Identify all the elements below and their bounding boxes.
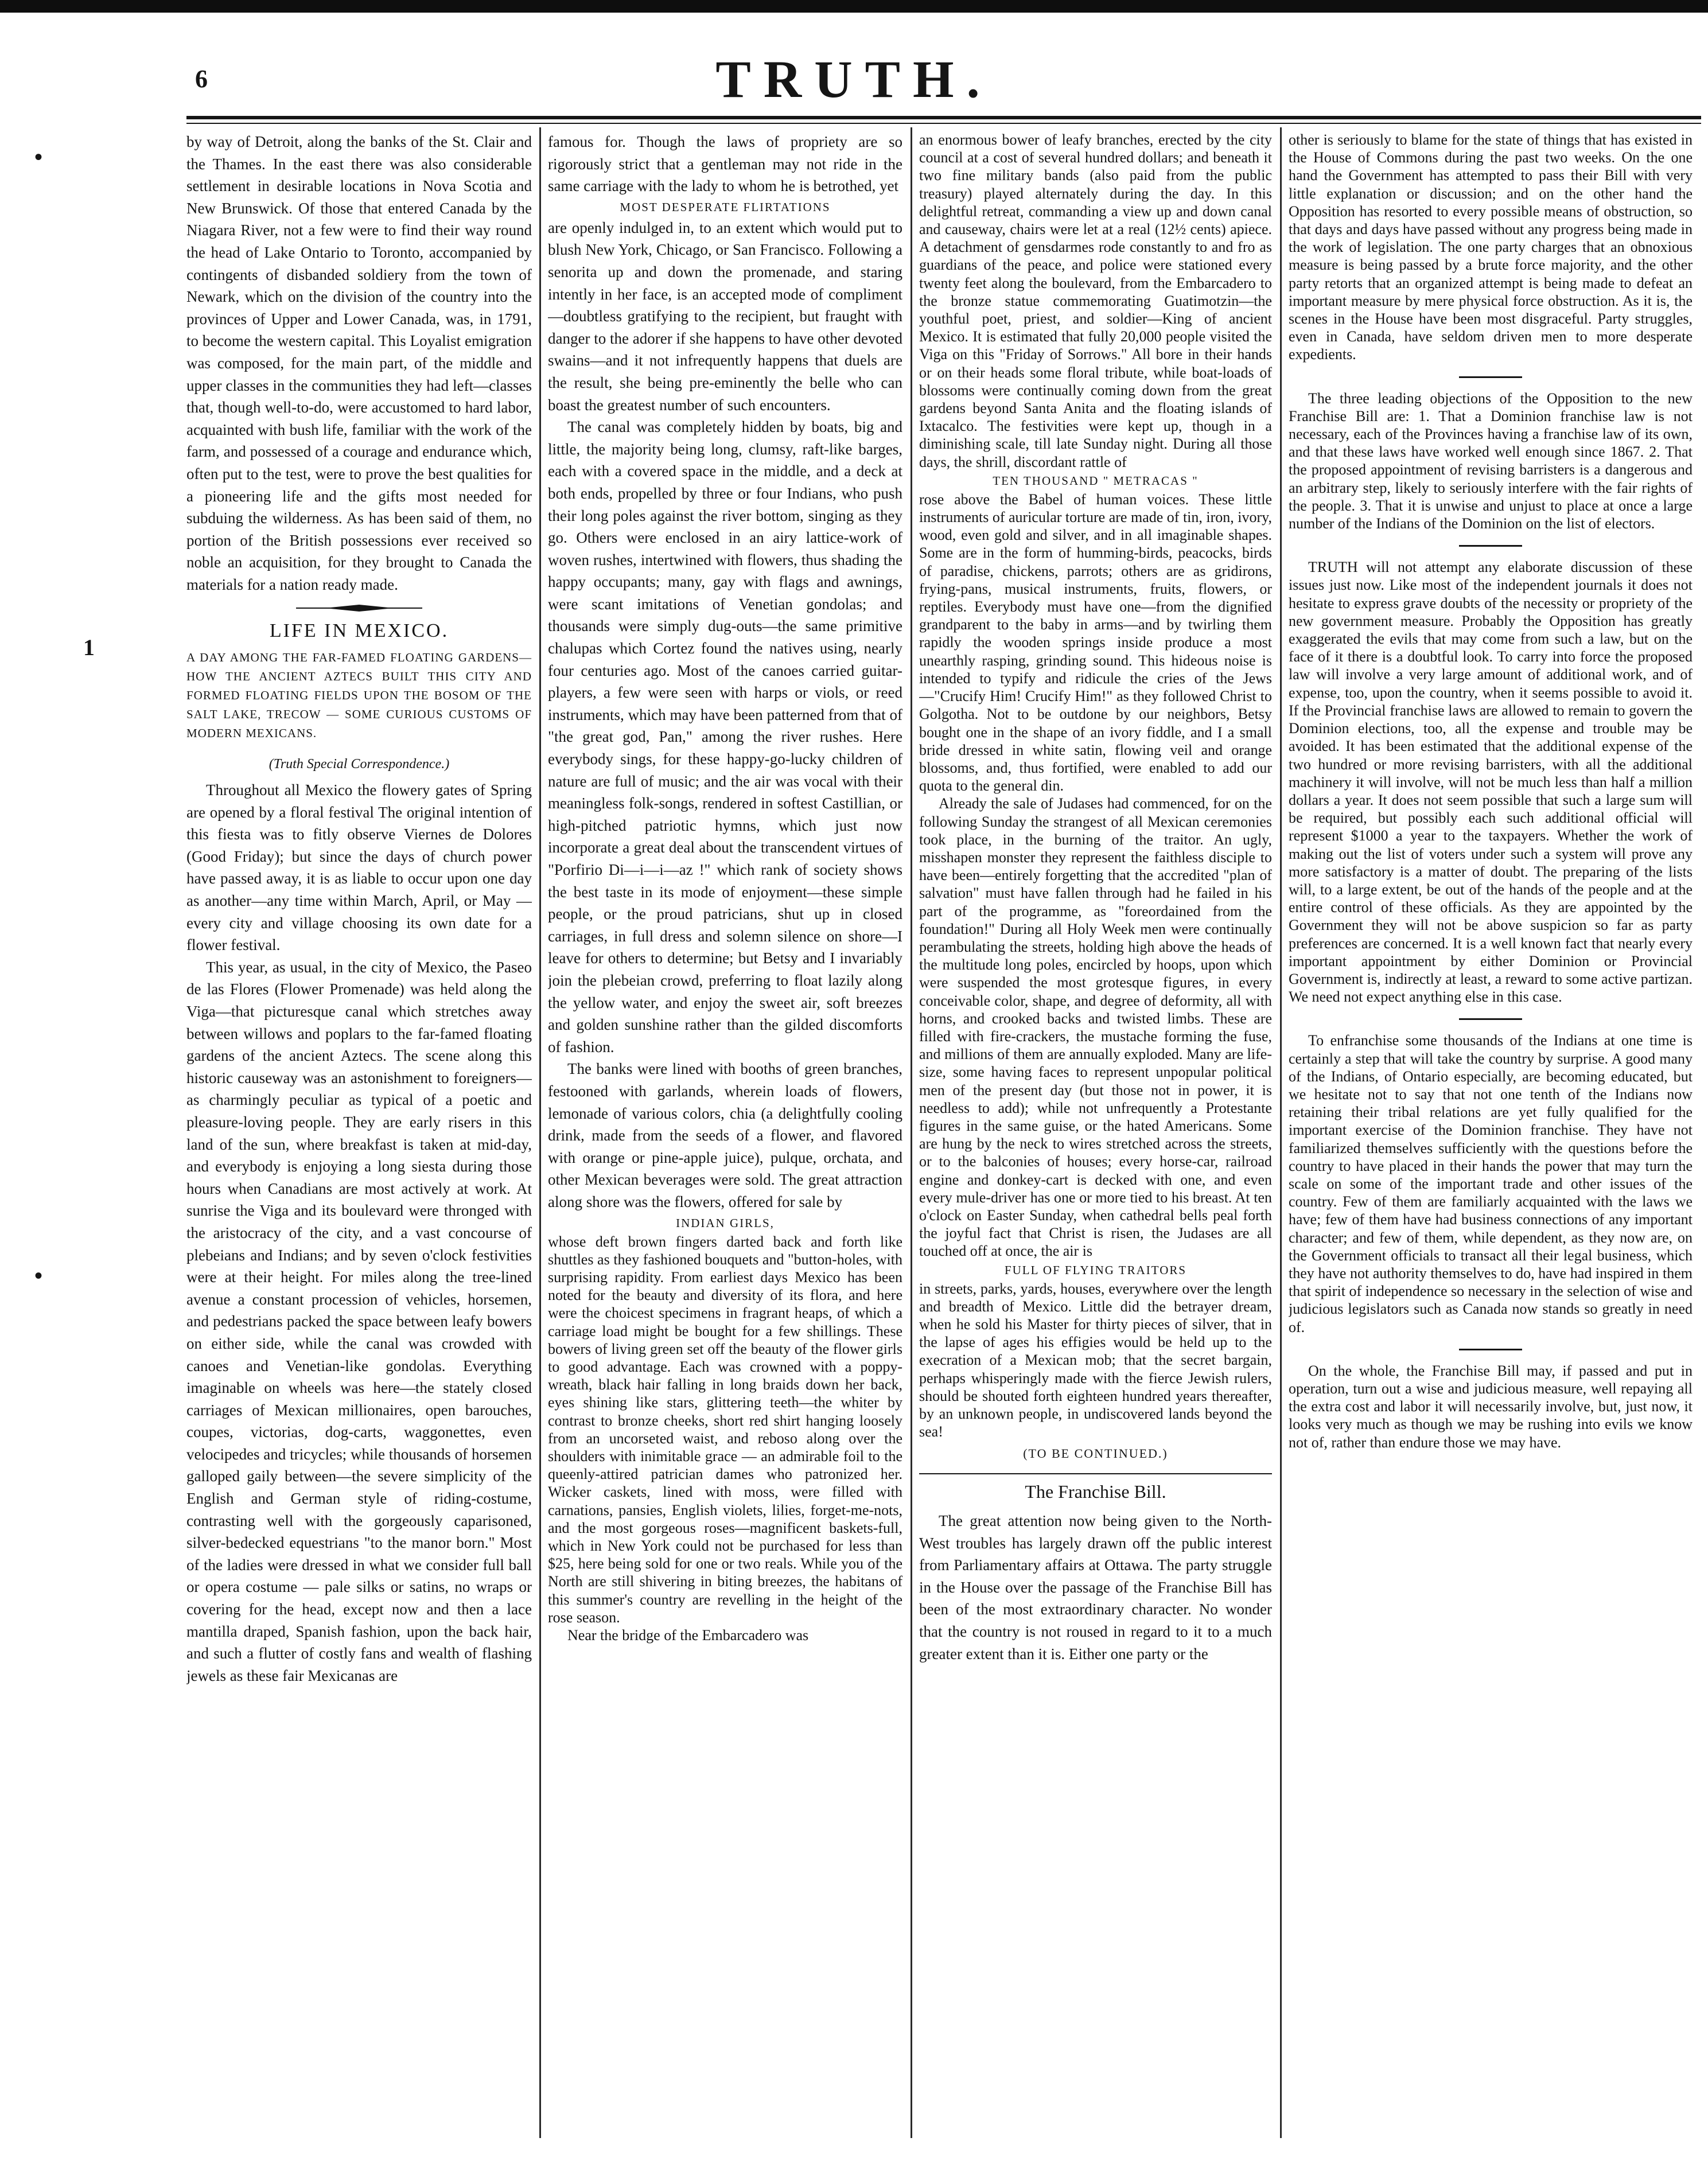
page-number: 6	[195, 65, 208, 93]
margin-mark: 1	[83, 634, 95, 660]
article-paragraph: other is seriously to blame for the state of things that has existed in the House of Commons during the past two weeks. On the one hand the Government has attempted to pass their Bill with very little explanation or discussion; and on the other hand the Opposition has resorted to every possible means of obstruction, so that days and days have passed without any progress being made in the work of legislation. The one party charges that an obnoxious measure is being passed by a brute force majority, and the other party retorts that an organized attempt is being made to defeat an important measure by mere physical force obstruction. As it is, the scenes in the House have been most disgraceful. Party struggles, even in Canada, have seldom driven men to more desperate expedients.	[1289, 131, 1693, 363]
article-paragraph: The banks were lined with booths of green branches, festooned with garlands, wherein loads of flowers, lemonade of various colors, chia (a delightfully cooling drink, made from the seeds of a flower, and flavored with orange or pine-apple juice), pulque, orchata, and other Mexican beverages were sold. The great attraction along shore was the flowers, offered for sale by	[548, 1060, 902, 1210]
article-paragraph: TRUTH will not attempt any elaborate discussion of these issues just now. Like most of the independent journals it does not hesitate to express grave doubts of the necessity or propriety of the new government measure. Probably the Opposition has greatly exaggerated the evils that may come from such a law, but on the face of it there is a doubtful look. To carry into force the proposed law will involve a very large amount of additional work, and of expense, too, upon the country, when it seems possible to avoid it. If the Provincial franchise laws are allowed to remain to govern the Dominion elections, too, all the expense and trouble may be avoided. It has been estimated that the additional expense of the two hundred or more revising barristers, with all the additional machinery it will involve, will not be much less than half a million dollars a year. It does not seem possible that such a large sum will be required, but possibly each such additional official will represent $1000 a year to the taxpayers. Whether the work of making out the list of voters under such a system will prove any more satisfactory is a matter of doubt. The preparing of the lists will, to a large extent, be out of the hands of the people and at the entire control of these officials. As they are appointed by the Government they will not be above suspicion so far as party preferences are concerned. It is a well known fact that nearly every important appointment by either Dominion or Provincial Government is, indirectly at least, a reward to some active partizan. We need not expect anything else in this case.	[1289, 559, 1693, 1006]
article-dateline: (Truth Special Correspondence.)	[269, 757, 450, 772]
article-paragraph: Throughout all Mexico the flowery gates of Spring are opened by a floral festival The original intention of this fiesta was to fitly observe Viernes de Dolores (Good Friday); but since the days of church power have passed away, it is as liable to occur upon one day as another—any time within March, April, or May — every city and village choosing its own date for a flower festival.	[186, 781, 532, 954]
article-subhead: FULL OF FLYING TRAITORS	[1004, 1263, 1187, 1277]
article-paragraph: Already the sale of Judases had commenced, for on the following Sunday the strangest of all Mexican ceremonies took place, in the burning of the traitor. An ugly, misshapen monster they represent the faithless disciple to have been—entirely forgetting that the accredited "plan of salvation" must have fallen through had he failed in his part of the programme, as "foreordained from the foundation!" During all Holy Week men were continually perambulating the streets, holding high above the heads of the multitude long poles, encircled by hoops, upon which were suspended the most grotesque figures, in every conceivable color, shape, and degree of deformity, all with horns, and crooked backs and twisted limbs. These are filled with fire-crackers, the mustache forming the fuse, and millions of them are annually exploded. Many are life-size, some having faces to represent unpopular political men of the present day (but those not in power, it is needless to add); while not unfrequently a Protestante figures in the same guise, or the hated Americans. Some are hung by the neck to wires stretched across the streets, or to the balconies of houses; every horse-car, railroad engine and donkey-cart is decked with one, and even every mule-driver has one or more tied to his breast. At ten o'clock on Easter Sunday, when cathedral bells peal forth the joyful fact that Christ is risen, the Judases are all touched off at once, the air is	[919, 795, 1272, 1260]
section-rule	[919, 1473, 1272, 1474]
article-paragraph: The great attention now being given to the North-West troubles has largely drawn off the public interest from Parliamentary affairs at Ottawa. The party struggle in the House over the passage of the Franchise Bill has been of the most extraordinary character. No wonder that the country is not roused in regard to it to a much greater extent than it is. Either one party or the	[919, 1512, 1272, 1662]
article-paragraph: by way of Detroit, along the banks of the St. Clair and the Thames. In the east there was also considerable settlement in desirable locations in Nova Scotia and New Brunswick. Of those that entered Canada by the Niagara River, not a few were to find their way round the head of Lake Ontario to Toronto, accompanied by contingents of disbanded soldiery from the town of Newark, which on the division of the country into the provinces of Upper and Lower Canada, was, in 1791, to become the western capital. This Loyalist emigration was composed, for the main part, of the middle and upper classes in the communities they had left—classes that, though well-to-do, were accustomed to hard labor, acquainted with bush life, familiar with the work of the farm, and possessed of a courage and endurance which, often put to the test, were to prove the best qualities for a pioneering life and the gifts most needed for subduing the wilderness. As has been said of them, no portion of the British possessions ever received so noble an acquisition, for they brought to Canada the materials for a nation ready made.	[186, 133, 532, 593]
article-paragraph: To enfranchise some thousands of the Indians at one time is certainly a step that will take the country by surprise. A good many of the Indians, of Ontario especially, are becoming educated, but we hesitate not to say that not one tenth of the Indians now retaining their tribal relations are yet fully qualified for the important exercise of the Dominion franchise. They have not familiarized themselves sufficiently with the questions before the country to have placed in their hands the power that may turn the scale on some of the important trade and other issues of the country. Few of them are familiarly acquainted with the laws we have; few of them have had business connections of any important character; and few of them, while dependent, as they now are, on the Government officials to transact all their legal business, which they have not authority themselves to do, have had inspired in them that spirit of independence so necessary in the selection of wise and judicious legislators such as Canada now stands so greatly in need of.	[1289, 1032, 1693, 1335]
column-1	[186, 131, 532, 2139]
article-subhead: TEN THOUSAND " METRACAS "	[993, 473, 1199, 488]
article-paragraph: rose above the Babel of human voices. These little instruments of auricular torture are made of tin, iron, ivory, wood, even gold and silver, and in all imaginable shapes. Some are in the form of humming-birds, peacocks, birds of paradise, chickens, parrots; others are as gridirons, frying-pans, musical instruments, fruits, flowers, or reptiles. Everybody must have one—from the dignified grandparent to the baby in arms—and by twirling them rapidly the wooden springs inside produce a most unearthly rasping, grinding sound. This hideous noise is intended to typify and ridicule the cries of the Jews—"Crucify Him! Crucify Him!" as they followed Christ to Golgotha. Not to be outdone by our neighbors, Betsy bought one in the shape of an ivory fiddle, and I a small bride dressed in white satin, flowing veil and orange blossoms, and, thus fortified, were enabled to add our quota to the general din.	[919, 490, 1272, 795]
article-deck: A DAY AMONG THE FAR-FAMED FLOATING GARDENS—HOW THE ANCIENT AZTECS BUILT THIS CITY AND FORMED FLOATING FIELDS UPON THE BOSOM OF THE SALT LAKE, TRECOW — SOME CURIOUS CUSTOMS OF MODERN MEXICANS.	[186, 651, 532, 741]
article-paragraph: whose deft brown fingers darted back and forth like shuttles as they fashioned bouquets and "button-holes, with surprising rapidity. From earliest days Mexico has been noted for the beauty and diversity of its flora, and here were the choicest specimens in fragrant heaps, of which a carriage load might be bought for a few shillings. These bowers of living green set off the beauty of the flower girls to good advantage. Each was crowned with a poppy-wreath, black hair falling in long braids down her back, eyes shining like stars, glittering teeth—the whiter by contrast to bronze cheeks, short red shirt hanging loosely from an uncorseted waist, and reboso along over the shoulders with inimitable grace — an admirable foil to the queenly-attired patrician dames who patronized her. Wicker caskets, lined with moss, were filled with carnations, pansies, English violets, lilies, forget-me-nots, and the most gorgeous roses—magnificent baskets-full, which in New York could not be purchased for less than $25, here being sold for one or two reals. While you of the North are still shivering in biting breezes, the habitans of this summer's country are revelling in the height of the rose season.	[548, 1233, 902, 1626]
article-subhead: MOST DESPERATE FLIRTATIONS	[620, 200, 831, 214]
article-subhead: INDIAN GIRLS,	[676, 1216, 775, 1230]
masthead-rule-thin	[186, 123, 1701, 124]
short-rule	[1459, 1018, 1522, 1020]
column-2	[548, 131, 902, 2139]
column-divider	[1280, 127, 1282, 2138]
article-headline: The Franchise Bill.	[1025, 1481, 1166, 1502]
article-paragraph: The canal was completely hidden by boats, big and little, the majority being long, clumsy, raft-like barges, each with a covered space in the middle, and a deck at both ends, propelled by three or four Indians, who push their long poles against the river bottom, singing as they go. Others were enclosed in an airy lattice-work of woven rushes, intertwined with flowers, thus shading the happy occupants; many, gay with flags and awnings, were scant imitations of Venetian gondolas; and thousands were simply dug-outs—the same primitive chalupas which Cortez found the natives using, nearly four centuries ago. Most of the canoes carried guitar-players, a few were seen with harps or viols, or reed instruments, which may have been patterned from that of "the great god, Pan," among the river rushes. Here everybody sings, for these happy-go-lucky children of nature are full of music; and the air was vocal with their meaningless folk-songs, rendered in softest Castillian, or high-pitched patriotic hymns, which just now incorporate a great deal about the transcendent virtues of "Porfirio Di—i—i—az !" which rank of society shows the best taste in its mode of enjoyment—these simple people, or the proud patricians, shut up in closed carriages, in full dress and solemn silence on shore—I leave for others to determine; but Betsy and I invariably join the plebeian crowd, preferring to float lazily along the yellow water, and enjoy the sweet air, soft breezes and golden sunshine rather than the gilded discomforts of fashion.	[548, 418, 902, 1056]
short-rule	[1459, 376, 1522, 378]
margin-mark: •	[34, 144, 43, 170]
article-paragraph: This year, as usual, in the city of Mexico, the Paseo de las Flores (Flower Promenade) was held along the Viga—that picturesque canal which stretches away between willows and poplars to the far-famed floating gardens of the ancient Aztecs. The scene along this historic causeway was an astonishment to foreigners—as charmingly peculiar as typical of a poetic and pleasure-loving people. They are early risers in this land of the sun, where breakfast is taken at mid-day, and everybody is enjoying a long siesta during those hours when Canadians are most actively at work. At sunrise the Viga and its boulevard were thronged with the aristocracy of the city, and a vast concourse of plebeians and Indians; and by seven o'clock festivities were at their height. For miles along the tree-lined avenue a constant procession of vehicles, horsemen, and pedestrians packed the space between leafy bowers on either side, while the canal was crowded with canoes and Venetian-like gondolas. Everything imaginable on wheels was here—the stately closed carriages of Mexican millionaires, open barouches, coupes, victorias, dog-carts, waggonettes, even velocipedes and tricycles; while thousands of horsemen galloped gaily between—the severe simplicity of the English and German style of riding-costume, contrasting well with the gorgeously caparisoned, silver-bedecked equestrians "to the manor born." Most of the ladies were dressed in what we consider full ball or opera costume — pale silks or satins, no wraps or covering for the head, except now and then a lace mantilla draped, Spanish fashion, upon the back hair, and such a flutter of costly fans and wealth of flashing jewels as these fair Mexicanas are	[186, 958, 532, 1684]
ornament-divider	[186, 603, 532, 613]
column-divider	[911, 127, 912, 2138]
margin-mark: •	[34, 1263, 43, 1288]
continued-notice: (TO BE CONTINUED.)	[1023, 1446, 1168, 1461]
article-headline: LIFE IN MEXICO.	[269, 620, 449, 642]
article-paragraph: Near the bridge of the Embarcadero was	[567, 1626, 809, 1644]
masthead-rule-thick	[186, 116, 1701, 119]
ornament-rule-icon	[296, 603, 422, 613]
column-divider	[539, 127, 541, 2138]
article-paragraph: On the whole, the Franchise Bill may, if passed and put in operation, turn out a wise and judicious measure, well repaying all the extra cost and labor it will necessarily involve, but, just now, it looks very much as though we may be rushing into evils we know not of, rather than endure those we may have.	[1289, 1362, 1693, 1451]
column-4	[1289, 131, 1693, 2139]
article-paragraph: in streets, parks, yards, houses, everywhere over the length and breadth of Mexico. Little did the betrayer dream, when he sold his Master for thirty pieces of silver, that in the lapse of ages his effigies would be held up to the execration of a Mexican mob; that the secret bargain, perhaps whisperingly made with the fierce Jewish rulers, should be shouted forth eighteen hundred years thereafter, by an unknown people, in undiscovered lands beyond the sea!	[919, 1280, 1272, 1440]
column-3	[919, 131, 1272, 2139]
article-paragraph: are openly indulged in, to an extent which would put to blush New York, Chicago, or San Francisco. Following a senorita up and down the promenade, and staring intently in her face, is an accepted mode of compliment—doubtless gratifying to the recipient, but fraught with danger to the adorer if she happens to have other devoted swains—and it not infrequently happens that duels are the result, she being pre-eminently the belle who can boast the greatest number of such encounters.	[548, 219, 902, 414]
article-paragraph: The three leading objections of the Opposition to the new Franchise Bill are: 1. That a Dominion franchise law is not necessary, each of the Provinces having a franchise law of its own, and that these laws have worked well enough since 1867. 2. That the proposed appointment of revising barristers is a dangerous and an arbitrary step, likely to seriously interfere with the fair rights of the people. 3. That it is unwise and unjust to place at once a large number of the Indians of the Dominion on the list of electors.	[1289, 390, 1693, 532]
short-rule	[1459, 545, 1522, 547]
page-top-bar	[0, 0, 1708, 13]
short-rule	[1459, 1349, 1522, 1350]
masthead-title: TRUTH.	[715, 50, 993, 108]
article-paragraph: an enormous bower of leafy branches, erected by the city council at a cost of several hundred dollars; and beneath it two fine military bands (also paid from the public treasury) played alternately during the day. In this delightful retreat, commanding a view up and down canal and causeway, chairs were let at a real (12½ cents) apiece. A detachment of gensdarmes rode constantly to and fro as guardians of the peace, and police were stationed every twenty feet along the boulevard, from the Embarcadero to the bronze statue commemorating Guatimotzin—the youthful poet, priest, and soldier—King of ancient Mexico. It is estimated that fully 20,000 people visited the Viga on this "Friday of Sorrows." All bore in their hands or on their heads some floral tribute, while boat-loads of blossoms were continually coming down from the great gardens beyond Santa Anita and the floating islands of Ixtacalco. The festivities were kept up, though in a diminishing scale, till late Sunday night. During all those days, the shrill, discordant rattle of	[919, 131, 1272, 470]
article-paragraph: famous for. Though the laws of propriety are so rigorously strict that a gentleman may not ride in the same carriage with the lady to whom he is betrothed, yet	[548, 133, 902, 195]
